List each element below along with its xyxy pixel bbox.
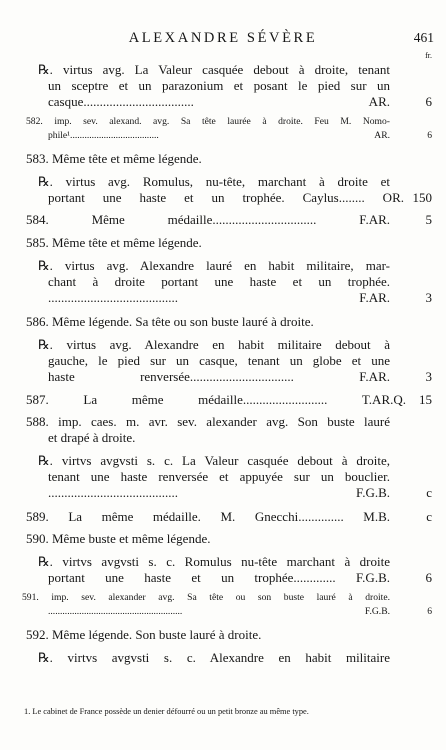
line-text: ........................................................ F.G.B.	[48, 606, 390, 617]
line-text: 586. Même légende. Sa tête ou son buste lauré à droite.	[26, 314, 314, 329]
line-text: 590. Même buste et même légende.	[26, 531, 211, 546]
running-title: ALEXANDRE SÉVÈRE	[128, 30, 318, 46]
line-text: ℞. virtvs avgvsti s. c. Alexandre en habit militaire	[38, 650, 390, 665]
line-text: ℞. virtus avg. La Valeur casquée debout à droite, tenant	[38, 62, 390, 77]
line-text: ℞. virtvs avgvsti s. c. Romulus nu-tête marchant à droite	[38, 554, 390, 569]
line-text: ℞. virtus avg. Alexandre en habit militaire debout à	[38, 337, 390, 352]
line-text: phile¹..................................... AR.	[48, 130, 390, 141]
running-header	[0, 30, 446, 60]
line-text: casque.................................. AR.	[48, 94, 390, 109]
line-text: ℞. virtus avg. Alexandre lauré en habit militaire, mar-	[38, 258, 390, 273]
line-rarity-value: c	[426, 509, 432, 524]
line-rarity-value: 6	[425, 94, 432, 109]
line-text: ℞. virtvs avgvsti s. c. La Valeur casquée debout à droite,	[38, 453, 390, 468]
line-rarity-value: 15	[419, 392, 432, 407]
line-text: un sceptre et un parazonium et posant le pied sur un	[48, 78, 390, 93]
line-rarity-value: 6	[427, 130, 432, 141]
line-text: 584. Même médaille................................ F.AR.	[26, 212, 390, 227]
line-rarity-value: 150	[412, 190, 432, 205]
line-text: ........................................ F.AR.	[48, 290, 390, 305]
line-text: chant à droite portant une haste et un trophée.	[48, 274, 390, 289]
header-abbrev: fr.	[425, 51, 432, 60]
line-text: 587. La même médaille.......................... T.AR.Q.	[26, 392, 406, 407]
line-text: tenant une haste renversée et appuyée sur un bouclier.	[48, 469, 390, 484]
line-text: 592. Même légende. Son buste lauré à droite.	[26, 627, 262, 642]
line-text: gauche, le pied sur un casque, tenant un globe et une	[48, 353, 390, 368]
footnote: 1. Le cabinet de France possède un denier défourré ou un petit bronze au même type.	[24, 707, 309, 716]
line-text: 591. imp. sev. alexander avg. Sa tête ou son buste lauré à droite.	[22, 592, 390, 603]
line-text: 582. imp. sev. alexand. avg. Sa tête laurée à droite. Feu M. Nomo-	[26, 116, 390, 127]
line-text: ℞. virtus avg. Romulus, nu-tête, marchant à droite et	[38, 174, 390, 189]
page-number: 461	[413, 30, 434, 45]
line-text: 589. La même médaille. M. Gnecchi.............. M.B.	[26, 509, 390, 524]
line-rarity-value: 3	[425, 290, 432, 305]
line-text: 585. Même tête et même légende.	[26, 235, 202, 250]
line-text: et drapé à droite.	[48, 430, 136, 445]
line-rarity-value: c	[426, 485, 432, 500]
line-text: 583. Même tête et même légende.	[26, 151, 202, 166]
line-text: 588. imp. caes. m. avr. sev. alexander avg. Son buste lauré	[26, 414, 390, 429]
line-rarity-value: 3	[425, 369, 432, 384]
line-text: ........................................ F.G.B.	[48, 485, 390, 500]
line-rarity-value: 6	[425, 570, 432, 585]
line-rarity-value: 6	[427, 606, 432, 617]
line-text: portant une haste et un trophée............. F.G.B.	[48, 570, 390, 585]
line-text: portant une haste et un trophée. Caylus........ OR.	[48, 190, 404, 205]
line-rarity-value: 5	[425, 212, 432, 227]
line-text: haste renversée................................ F.AR.	[48, 369, 390, 384]
